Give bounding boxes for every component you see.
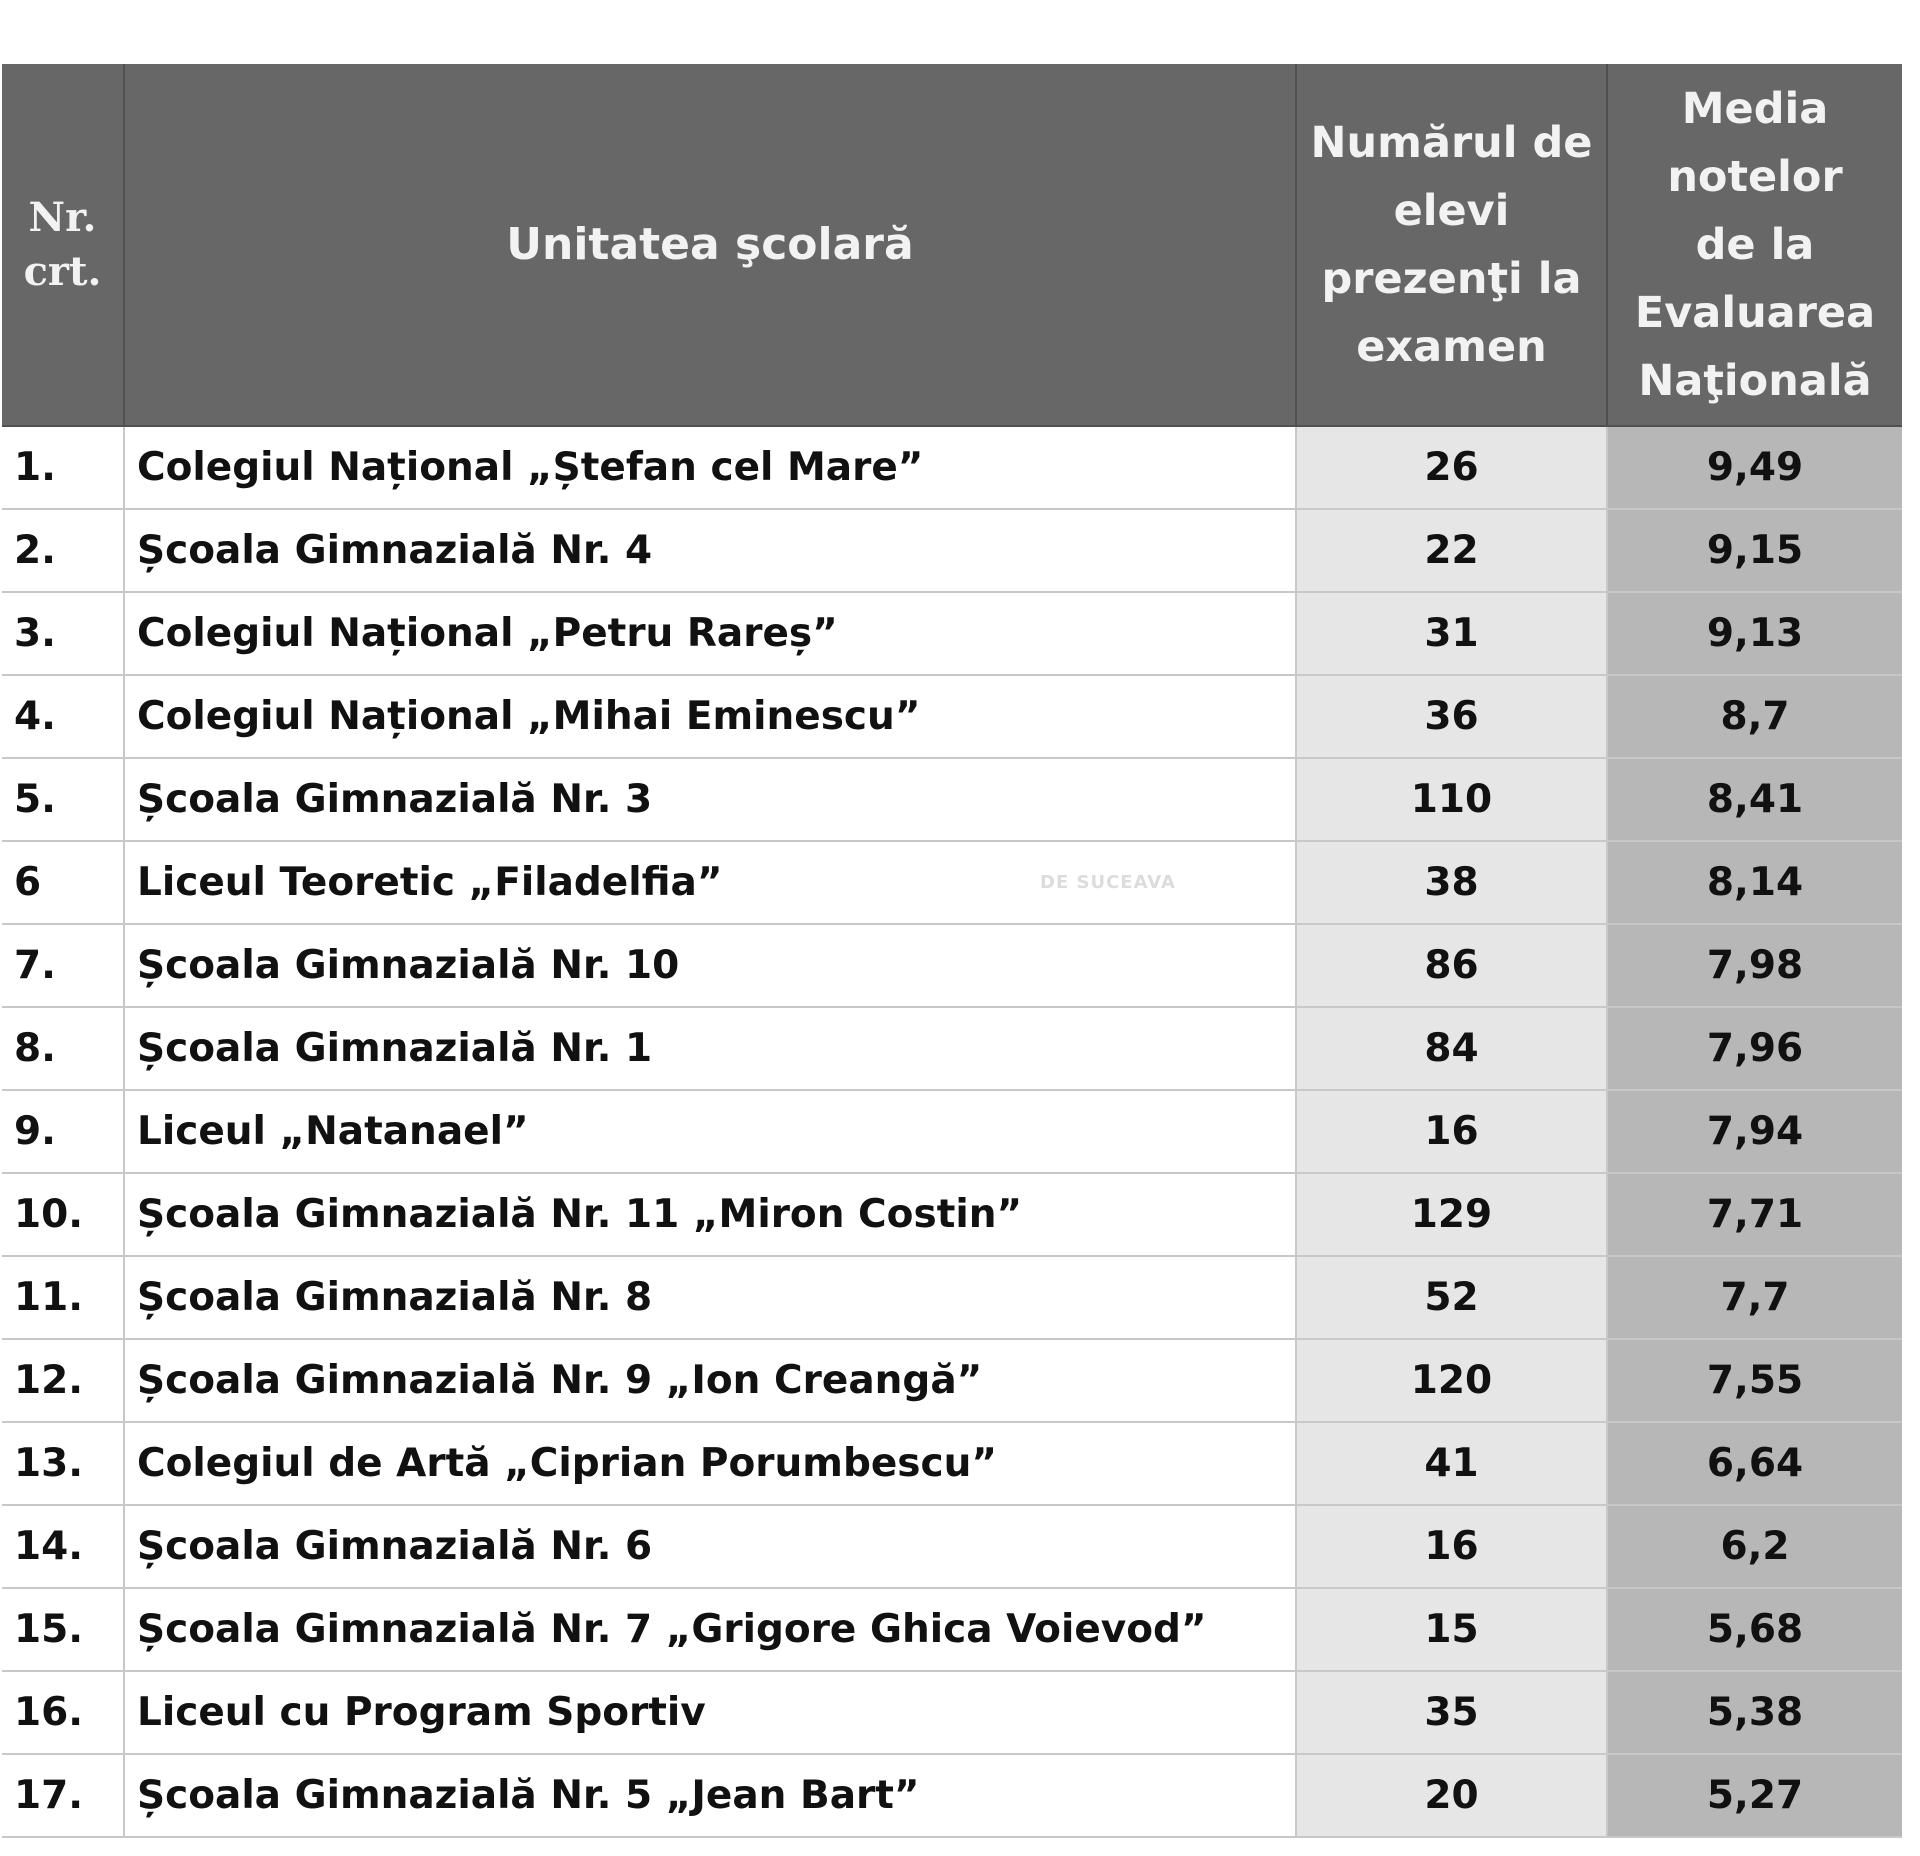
header-students [1296, 64, 1607, 426]
table-row [2, 592, 1902, 675]
row-school: Liceul „Natanael” [124, 1090, 1296, 1173]
row-students: 120 [1296, 1339, 1607, 1422]
row-students: 52 [1296, 1256, 1607, 1339]
row-students: 35 [1296, 1671, 1607, 1754]
table-row [2, 1505, 1902, 1588]
header-school [124, 64, 1296, 426]
table-row [2, 426, 1902, 509]
row-nr: 8. [2, 1007, 124, 1090]
row-school: Școala Gimnazială Nr. 9 „Ion Creangă” [124, 1339, 1296, 1422]
row-average: 7,71 [1607, 1173, 1902, 1256]
header-school-label: Unitatea şcolară [506, 218, 914, 270]
row-students: 38 [1296, 841, 1607, 924]
row-students: 110 [1296, 758, 1607, 841]
row-nr: 14. [2, 1505, 124, 1588]
row-average: 8,41 [1607, 758, 1902, 841]
row-nr: 3. [2, 592, 124, 675]
row-students: 16 [1296, 1090, 1607, 1173]
row-average: 7,55 [1607, 1339, 1902, 1422]
row-average: 7,7 [1607, 1256, 1902, 1339]
row-average: 5,27 [1607, 1754, 1902, 1837]
row-students: 84 [1296, 1007, 1607, 1090]
row-nr: 12. [2, 1339, 124, 1422]
row-students: 22 [1296, 509, 1607, 592]
table-row [2, 841, 1902, 924]
row-average: 9,15 [1607, 509, 1902, 592]
row-average: 9,13 [1607, 592, 1902, 675]
row-nr: 11. [2, 1256, 124, 1339]
row-school: Colegiul Național „Ștefan cel Mare” [124, 426, 1296, 509]
row-school: Școala Gimnazială Nr. 10 [124, 924, 1296, 1007]
row-average: 6,64 [1607, 1422, 1902, 1505]
row-students: 86 [1296, 924, 1607, 1007]
table-row [2, 1671, 1902, 1754]
row-students: 129 [1296, 1173, 1607, 1256]
row-average: 5,38 [1607, 1671, 1902, 1754]
table-row [2, 1588, 1902, 1671]
table-row [2, 1422, 1902, 1505]
row-nr: 9. [2, 1090, 124, 1173]
table-row [2, 509, 1902, 592]
row-average: 8,14 [1607, 841, 1902, 924]
row-school: Școala Gimnazială Nr. 7 „Grigore Ghica Voievod” [124, 1588, 1296, 1671]
row-school [124, 841, 1296, 924]
row-average: 5,68 [1607, 1588, 1902, 1671]
row-average: 6,2 [1607, 1505, 1902, 1588]
row-school: Colegiul de Artă „Ciprian Porumbescu” [124, 1422, 1296, 1505]
header-average-line: Media [1681, 83, 1829, 134]
row-school: Școala Gimnazială Nr. 3 [124, 758, 1296, 841]
table-row [2, 758, 1902, 841]
row-students: 16 [1296, 1505, 1607, 1588]
row-school: Școala Gimnazială Nr. 4 [124, 509, 1296, 592]
row-average: 7,94 [1607, 1090, 1902, 1173]
row-nr: 13. [2, 1422, 124, 1505]
row-nr: 7. [2, 924, 124, 1007]
table-header [2, 64, 1902, 426]
header-students-line: elevi [1393, 185, 1510, 236]
row-average: 7,96 [1607, 1007, 1902, 1090]
row-students: 41 [1296, 1422, 1607, 1505]
row-school: Liceul cu Program Sportiv [124, 1671, 1296, 1754]
row-school: Colegiul Național „Mihai Eminescu” [124, 675, 1296, 758]
row-nr: 5. [2, 758, 124, 841]
header-average-line: de la [1695, 219, 1815, 270]
row-average: 8,7 [1607, 675, 1902, 758]
table-row [2, 1173, 1902, 1256]
row-school: Școala Gimnazială Nr. 11 „Miron Costin” [124, 1173, 1296, 1256]
table-row [2, 1339, 1902, 1422]
row-nr: 4. [2, 675, 124, 758]
row-students: 31 [1296, 592, 1607, 675]
table-row [2, 1007, 1902, 1090]
header-average-line: Naţională [1638, 355, 1872, 406]
row-students: 36 [1296, 675, 1607, 758]
row-students: 20 [1296, 1754, 1607, 1837]
row-students: 15 [1296, 1588, 1607, 1671]
row-students: 26 [1296, 426, 1607, 509]
row-average: 7,98 [1607, 924, 1902, 1007]
row-nr: 16. [2, 1671, 124, 1754]
row-school-label: Liceul Teoretic „Filadelfia” [137, 860, 723, 905]
row-school: Colegiul Național „Petru Rareș” [124, 592, 1296, 675]
row-school: Școala Gimnazială Nr. 6 [124, 1505, 1296, 1588]
row-school: Școala Gimnazială Nr. 1 [124, 1007, 1296, 1090]
header-students-line: Numărul de [1310, 117, 1593, 168]
watermark: DE SUCEAVA [1040, 872, 1176, 893]
row-nr: 1. [2, 426, 124, 509]
row-school: Școala Gimnazială Nr. 5 „Jean Bart” [124, 1754, 1296, 1837]
row-nr: 17. [2, 1754, 124, 1837]
row-average: 9,49 [1607, 426, 1902, 509]
row-nr: 10. [2, 1173, 124, 1256]
header-average-line: Evaluarea [1634, 287, 1876, 338]
header-row [2, 64, 1902, 426]
header-average [1607, 64, 1902, 426]
header-students-line: examen [1356, 321, 1547, 372]
table-row [2, 1754, 1902, 1837]
row-school: Școala Gimnazială Nr. 8 [124, 1256, 1296, 1339]
header-average-line: notelor [1667, 151, 1843, 202]
table-body [2, 426, 1902, 1837]
row-nr: 6 [2, 841, 124, 924]
row-nr: 15. [2, 1588, 124, 1671]
table-row [2, 1090, 1902, 1173]
row-nr: 2. [2, 509, 124, 592]
header-nr [2, 64, 124, 426]
header-nr-line: Nr. [28, 193, 97, 241]
header-students-line: prezenţi la [1321, 253, 1582, 304]
header-nr-line: crt. [23, 247, 102, 295]
results-table [2, 64, 1902, 1838]
table-row [2, 675, 1902, 758]
table-row [2, 924, 1902, 1007]
table-row [2, 1256, 1902, 1339]
